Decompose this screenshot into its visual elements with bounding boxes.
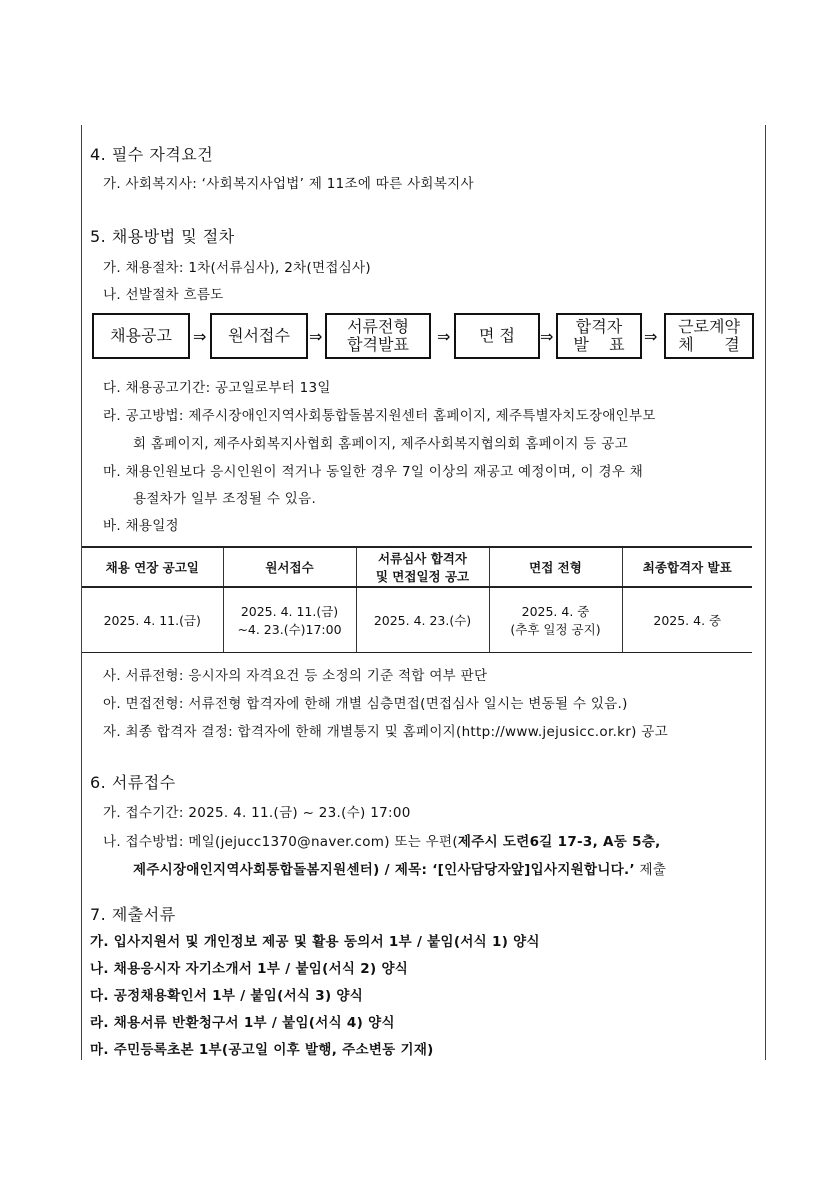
s6-line-na-2: 제주시장애인지역사회통합돌봄지원센터) / 제목: ‘[인사담당자앞]입사지원합니다.’ 제출 bbox=[133, 862, 667, 878]
flow-step-3: 서류전형 합격발표 bbox=[325, 313, 431, 359]
table-cell: 2025. 4. 11.(금) ~4. 23.(수)17:00 bbox=[223, 587, 356, 652]
list-item: 라. 채용서류 반환청구서 1부 / 붙임(서식 4) 양식 bbox=[90, 1015, 395, 1031]
selection-flowchart bbox=[92, 313, 756, 363]
frame-right-border bbox=[765, 125, 766, 1060]
section-7-title: 7. 제출서류 bbox=[90, 905, 176, 924]
s5-line-ma-1: 마. 채용인원보다 응시인원이 적거나 동일한 경우 7일 이상의 재공고 예정이며, 이 경우 채 bbox=[103, 464, 644, 480]
col-header: 서류심사 합격자 및 면접일정 공고 bbox=[356, 547, 489, 587]
flow-step-4: 면 접 bbox=[454, 313, 540, 359]
list-item: 마. 주민등록초본 1부(공고일 이후 발행, 주소변동 기재) bbox=[90, 1042, 434, 1058]
flow-arrow: ⇒ bbox=[644, 327, 658, 346]
table-header-row bbox=[82, 547, 752, 587]
s5-line-sa: 사. 서류전형: 응시자의 자격요건 등 소정의 기준 적합 여부 판단 bbox=[103, 668, 488, 684]
flow-arrow: ⇒ bbox=[540, 327, 554, 346]
s5-line-ja: 자. 최종 합격자 결정: 합격자에 한해 개별통지 및 홈페이지(http://www.jejusicc.or.kr) 공고 bbox=[103, 724, 668, 740]
s6-line-na-1: 나. 접수방법: 메일(jejucc1370@naver.com) 또는 우편(제주시 도련6길 17-3, A동 5층, bbox=[103, 834, 661, 850]
table-cell: 2025. 4. 중 (추후 일정 공지) bbox=[489, 587, 622, 652]
table-row bbox=[82, 587, 752, 652]
list-item: 다. 공정채용확인서 1부 / 붙임(서식 3) 양식 bbox=[90, 988, 364, 1004]
flow-step-5: 합격자 발 표 bbox=[556, 313, 642, 359]
section-4-title: 4. 필수 자격요건 bbox=[90, 145, 214, 164]
email-link[interactable]: jejucc1370@naver.com bbox=[220, 834, 385, 850]
s5-line-ra-2: 회 홈페이지, 제주사회복지사협회 홈페이지, 제주사회복지협의회 홈페이지 등 공고 bbox=[133, 436, 628, 452]
table-cell: 2025. 4. 23.(수) bbox=[356, 587, 489, 652]
flow-step-2: 원서접수 bbox=[210, 313, 308, 359]
list-item: 나. 채용응시자 자기소개서 1부 / 붙임(서식 2) 양식 bbox=[90, 961, 409, 977]
s5-line-da: 다. 채용공고기간: 공고일로부터 13일 bbox=[103, 380, 331, 396]
section-5-title: 5. 채용방법 및 절차 bbox=[90, 227, 235, 246]
flow-step-6: 근로계약 체 결 bbox=[664, 313, 754, 359]
recruitment-schedule-table bbox=[82, 546, 752, 653]
col-header: 채용 연장 공고일 bbox=[82, 547, 223, 587]
s5-line-ba: 바. 채용일정 bbox=[103, 518, 179, 534]
s6-line-ga: 가. 접수기간: 2025. 4. 11.(금) ~ 23.(수) 17:00 bbox=[103, 805, 411, 821]
s5-line-na: 나. 선발절차 흐름도 bbox=[103, 287, 224, 303]
col-header: 원서접수 bbox=[223, 547, 356, 587]
section-6-title: 6. 서류접수 bbox=[90, 773, 176, 792]
s5-line-ga: 가. 채용절차: 1차(서류심사), 2차(면접심사) bbox=[103, 260, 371, 276]
s4-line-ga: 가. 사회복지사: ‘사회복지사업법’ 제 11조에 따른 사회복지사 bbox=[103, 176, 474, 192]
col-header: 면접 전형 bbox=[489, 547, 622, 587]
table-cell: 2025. 4. 11.(금) bbox=[82, 587, 223, 652]
s5-line-ra-1: 라. 공고방법: 제주시장애인지역사회통합돌봄지원센터 홈페이지, 제주특별자치도장애인부모 bbox=[103, 408, 656, 424]
list-item: 가. 입사지원서 및 개인정보 제공 및 활용 동의서 1부 / 붙임(서식 1) 양식 bbox=[90, 934, 540, 950]
flow-arrow: ⇒ bbox=[309, 327, 323, 346]
s5-line-ma-2: 용절차가 일부 조정될 수 있음. bbox=[133, 491, 317, 507]
table-cell: 2025. 4. 중 bbox=[622, 587, 752, 652]
flow-arrow: ⇒ bbox=[437, 327, 451, 346]
flow-step-1: 채용공고 bbox=[92, 313, 190, 359]
flow-arrow: ⇒ bbox=[193, 327, 207, 346]
s5-line-a: 아. 면접전형: 서류전형 합격자에 한해 개별 심층면접(면접심사 일시는 변동될 수 있음.) bbox=[103, 696, 628, 712]
col-header: 최종합격자 발표 bbox=[622, 547, 752, 587]
